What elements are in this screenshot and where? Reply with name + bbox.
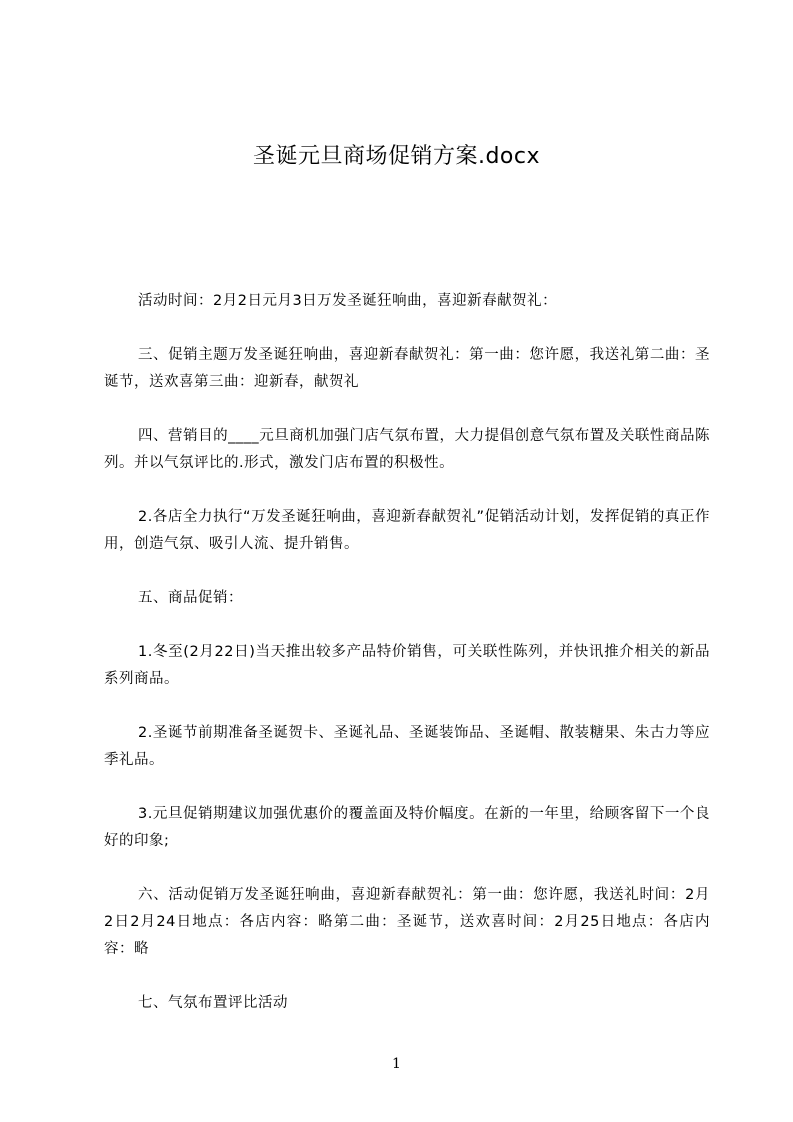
paragraph-section-7-heading: 七、气氛布置评比活动: [138, 995, 288, 1011]
document-title: 圣诞元旦商场促销方案.docx: [252, 144, 541, 169]
paragraph-item-2-execute: 2.各店全力执行“万发圣诞狂响曲，喜迎新春献贺礼”促销活动计划，发挥促销的真正作用，创造气氛、吸引人流、提升销售。: [104, 509, 710, 552]
paragraph-activity-time: 活动时间：2月2日元月3日万发圣诞狂响曲，喜迎新春献贺礼：: [138, 293, 558, 309]
paragraph-item-2-christmas-gifts: 2.圣诞节前期准备圣诞贺卡、圣诞礼品、圣诞装饰品、圣诞帽、散装糖果、朱古力等应季礼品。: [104, 725, 710, 768]
paragraph-section-5-heading: 五、商品促销：: [138, 590, 243, 606]
paragraph-section-4-purpose: 四、营销目的____元旦商机加强门店气氛布置，大力提倡创意气氛布置及关联性商品陈列。并以气氛评比的.形式，激发门店布置的积极性。: [104, 428, 710, 471]
paragraph-item-1-winter-solstice: 1.冬至(2月22日)当天推出较多产品特价销售，可关联性陈列，并快讯推介相关的新品系列商品。: [104, 644, 710, 687]
paragraph-item-3-new-year: 3.元旦促销期建议加强优惠价的覆盖面及特价幅度。在新的一年里，给顾客留下一个良好的印象;: [104, 806, 710, 849]
document-body: [104, 288, 710, 1044]
paragraph-section-6-activity: 六、活动促销万发圣诞狂响曲，喜迎新春献贺礼：第一曲：您许愿，我送礼时间：2月2日2月24日地点：各店内容：略第二曲：圣诞节，送欢喜时间：2月25日地点：各店内容：略: [104, 887, 710, 957]
page-number: 1: [392, 1056, 401, 1072]
paragraph-section-3-theme: 三、促销主题万发圣诞狂响曲，喜迎新春献贺礼：第一曲：您许愿，我送礼第二曲：圣诞节，送欢喜第三曲：迎新春，献贺礼: [104, 347, 710, 390]
